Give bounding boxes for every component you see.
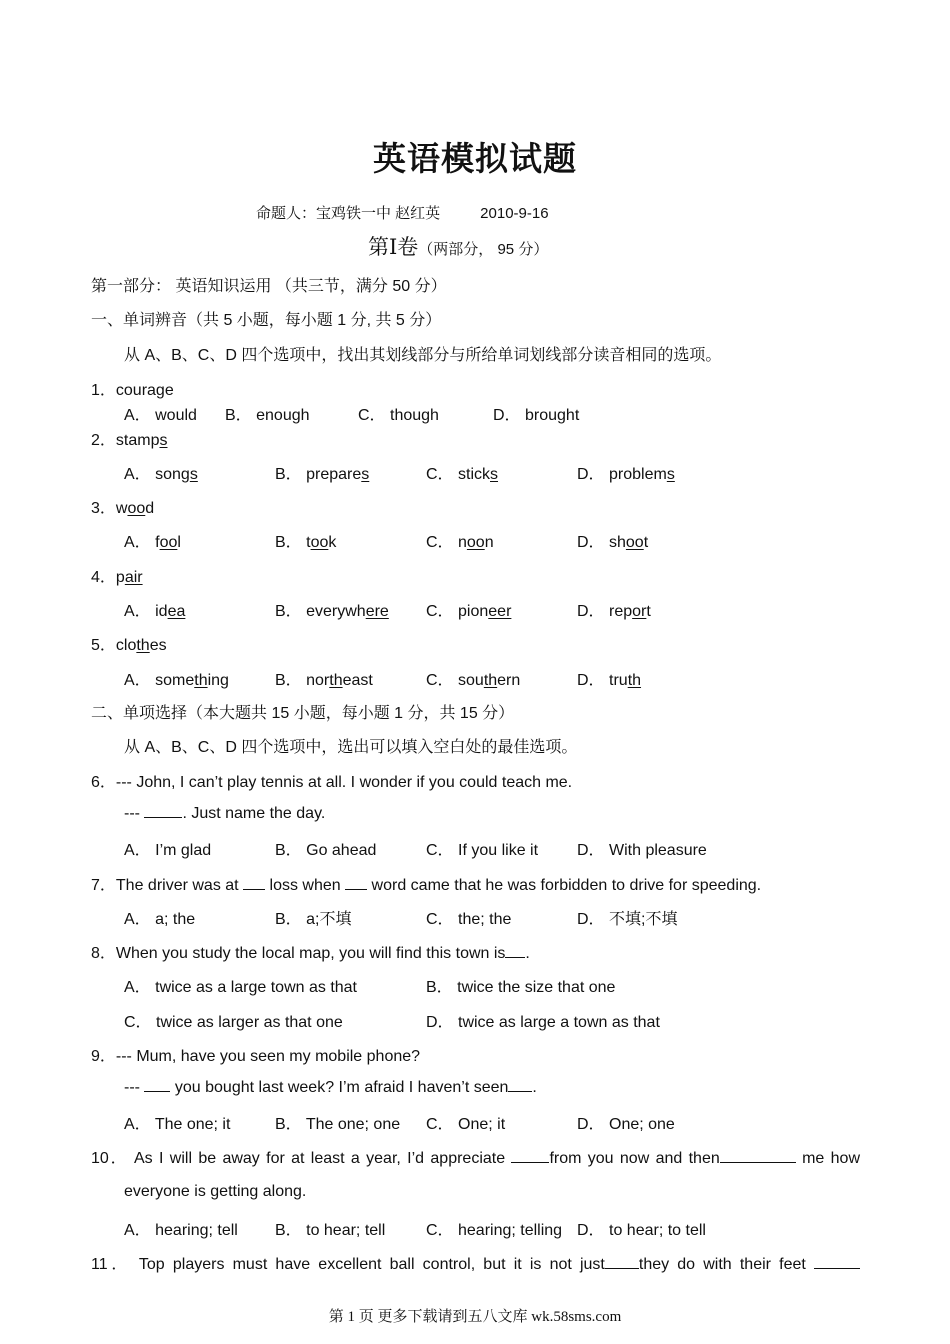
section-two-instruction: 从 A、B、C、D 四个选项中，选出可以填入空白处的最佳选项。	[124, 739, 578, 756]
q7-option-d: D． 不填;不填	[577, 911, 678, 928]
q6-option-a: A． I’m glad	[124, 842, 212, 859]
q2-option-a: A． songs	[124, 466, 198, 483]
q9-option-d: D． One; one	[577, 1116, 675, 1133]
question-2-stem: 2．stamps	[91, 432, 168, 449]
section-one-heading: 一、单词辨音（共 5 小题，每小题 1 分, 共 5 分）	[91, 312, 442, 329]
q1-option-c: C． though	[358, 407, 439, 424]
answer-blank	[144, 803, 182, 818]
q2-option-d: D． problems	[577, 466, 675, 483]
question-11-stem: 11． Top players must have excellent ball control, but it is not just they do with their feet	[91, 1251, 860, 1274]
answer-blank	[511, 1148, 549, 1163]
question-7-stem: 7．The driver was at loss when word came that he was forbidden to drive for speeding.	[91, 877, 762, 894]
q3-option-c: C． noon	[426, 534, 494, 551]
q1-option-d: D． brought	[493, 407, 580, 424]
question-6-line2: --- . Just name the day.	[124, 805, 326, 822]
q8-option-c: C． twice as larger as that one	[124, 1014, 343, 1031]
q10-option-d: D． to hear; to tell	[577, 1222, 706, 1239]
volume-title: 第Ⅰ卷	[368, 235, 419, 259]
answer-blank	[243, 875, 265, 890]
answer-blank	[508, 1077, 532, 1092]
answer-blank	[345, 875, 367, 890]
q3-option-a: A． fool	[124, 534, 181, 551]
question-6-stem: 6．--- John, I can’t play tennis at all. I wonder if you could teach me.	[91, 774, 573, 791]
page-title: 英语模拟试题	[373, 139, 577, 178]
q7-option-a: A． a; the	[124, 911, 196, 928]
q8-option-d: D． twice as large a town as that	[426, 1014, 660, 1031]
q2-option-b: B． prepares	[275, 466, 370, 483]
author-line	[256, 202, 549, 223]
question-8-stem: 8．When you study the local map, you will find this town is .	[91, 945, 530, 962]
q6-option-c: C． If you like it	[426, 842, 539, 859]
q4-option-d: D． report	[577, 603, 651, 620]
section-one-instruction: 从 A、B、C、D 四个选项中，找出其划线部分与所给单词划线部分读音相同的选项。	[124, 347, 722, 364]
q10-option-b: B． to hear; tell	[275, 1222, 386, 1239]
question-1-stem: 1．courage	[91, 382, 174, 399]
q2-option-c: C． sticks	[426, 466, 499, 483]
question-9-line2: --- you bought last week? I’m afraid I haven’t seen .	[124, 1079, 537, 1096]
q9-option-b: B． The one; one	[275, 1116, 401, 1133]
answer-blank	[505, 943, 525, 958]
question-10-line2: everyone is getting along.	[124, 1183, 307, 1200]
q1-option-b: B． enough	[225, 407, 310, 424]
q9-option-a: A． The one; it	[124, 1116, 231, 1133]
question-10-stem: 10． As I will be away for at least a year, I’d appreciate from you now and then me how	[91, 1150, 861, 1167]
q4-option-a: A． idea	[124, 603, 186, 620]
question-5-stem: 5．clothes	[91, 637, 167, 654]
section-two-heading: 二、单项选择（本大题共 15 小题，每小题 1 分，共 15 分）	[91, 705, 515, 722]
answer-blank	[814, 1254, 860, 1269]
q7-option-c: C． the; the	[426, 911, 512, 928]
q9-option-c: C． One; it	[426, 1116, 506, 1133]
q3-option-d: D． shoot	[577, 534, 649, 551]
q3-option-b: B． took	[275, 534, 337, 551]
question-4-stem: 4．pair	[91, 569, 143, 586]
date: 2010-9-16	[480, 205, 549, 222]
question-3-stem: 3．wood	[91, 500, 155, 517]
q5-option-d: D． truth	[577, 672, 642, 689]
q10-option-c: C． hearing; telling	[426, 1222, 563, 1239]
answer-blank	[720, 1148, 796, 1163]
q6-option-d: D． With pleasure	[577, 842, 707, 859]
answer-blank	[605, 1254, 639, 1269]
volume-note: （两部分， 95 分）	[418, 241, 549, 258]
q8-option-b: B． twice the size that one	[426, 979, 616, 996]
question-9-stem: 9．--- Mum, have you seen my mobile phone?	[91, 1048, 421, 1065]
q7-option-b: B． a;不填	[275, 911, 352, 928]
q8-option-a: A． twice as a large town as that	[124, 979, 358, 996]
volume-heading	[368, 231, 548, 261]
q4-option-c: C． pioneer	[426, 603, 512, 620]
q1-option-a: A． would	[124, 407, 197, 424]
q10-option-a: A． hearing; tell	[124, 1222, 238, 1239]
author: 命题人：宝鸡铁一中 赵红英	[256, 205, 441, 222]
part-one-heading: 第一部分： 英语知识运用 （共三节，满分 50 分）	[91, 278, 447, 295]
q5-option-b: B． northeast	[275, 672, 373, 689]
q6-option-b: B． Go ahead	[275, 842, 377, 859]
answer-blank	[144, 1077, 170, 1092]
page-footer: 第 1 页 更多下载请到五八文库 wk.58sms.com	[328, 1309, 622, 1325]
q4-option-b: B． everywhere	[275, 603, 389, 620]
q5-option-c: C． southern	[426, 672, 521, 689]
q5-option-a: A． something	[124, 672, 229, 689]
